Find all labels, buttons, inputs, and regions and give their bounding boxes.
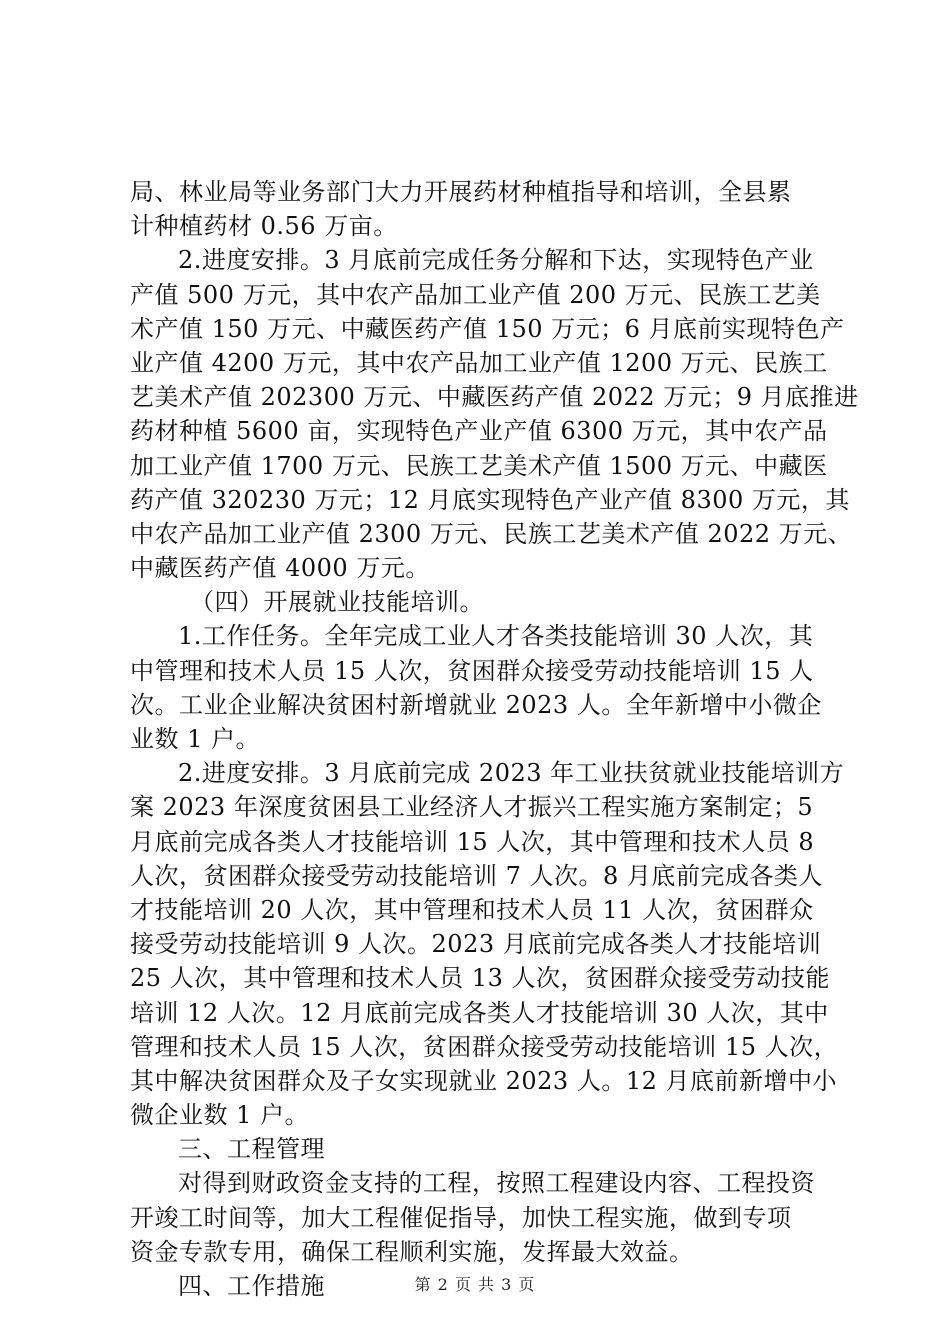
document-body bbox=[130, 175, 859, 1303]
text-line: 中农产品加工业产值 2300 万元、民族工艺美术产值 2022 万元、 bbox=[130, 519, 853, 548]
text-line: 加工业产值 1700 万元、民族工艺美术产值 1500 万元、中藏医 bbox=[130, 451, 828, 480]
text-line: 培训 12 人次。12 月底前完成各类人才技能培训 30 人次，其中 bbox=[130, 998, 829, 1027]
page-footer: 第 2 页 共 3 页 bbox=[414, 1275, 536, 1294]
text-line: 月底前完成各类人才技能培训 15 人次，其中管理和技术人员 8 bbox=[130, 827, 815, 856]
text-line: 人次，贫困群众接受劳动技能培训 7 人次。8 月底前完成各类人 bbox=[130, 861, 823, 890]
text-line: 药材种植 5600 亩，实现特色产业产值 6300 万元，其中农产品 bbox=[130, 417, 828, 446]
text-line: 术产值 150 万元、中藏医药产值 150 万元；6 月底前实现特色产 bbox=[130, 314, 845, 343]
text-line: 中藏医药产值 4000 万元。 bbox=[130, 554, 430, 583]
text-line: 对得到财政资金支持的工程，按照工程建设内容、工程投资 bbox=[178, 1169, 815, 1198]
text-line: 微企业数 1 户。 bbox=[130, 1101, 310, 1130]
text-line: 中管理和技术人员 15 人次，贫困群众接受劳动技能培训 15 人 bbox=[130, 656, 814, 685]
text-line: 接受劳动技能培训 9 人次。2023 月底前完成各类人才技能培训 bbox=[130, 930, 822, 959]
text-line: 开竣工时间等，加大工程催促指导，加快工程实施，做到专项 bbox=[130, 1203, 792, 1232]
text-line: 次。工业企业解决贫困村新增就业 2023 人。全年新增中小微企 bbox=[130, 690, 822, 719]
text-line: 局、林业局等业务部门大力开展药材种植指导和培训，全县累 bbox=[130, 178, 792, 206]
section-heading: （四）开展就业技能培训。 bbox=[190, 588, 484, 617]
text-line: 计种植药材 0.56 万亩。 bbox=[130, 212, 398, 241]
text-line: 管理和技术人员 15 人次，贫困群众接受劳动技能培训 15 人次， bbox=[130, 1032, 839, 1061]
text-line: 其中解决贫困群众及子女实现就业 2023 人。12 月底前新增中小 bbox=[130, 1066, 838, 1095]
text-line: 业数 1 户。 bbox=[130, 725, 261, 753]
section-heading: 四、工作措施 bbox=[178, 1272, 325, 1300]
text-line: 艺美术产值 202300 万元、中藏医药产值 2022 万元；9 月底推进 bbox=[130, 383, 859, 412]
text-line: 2.进度安排。3 月底前完成任务分解和下达，实现特色产业 bbox=[178, 246, 814, 275]
section-heading: 三、工程管理 bbox=[178, 1135, 325, 1164]
text-line: 资金专款专用，确保工程顺利实施，发挥最大效益。 bbox=[130, 1237, 694, 1266]
text-line: 才技能培训 20 人次，其中管理和技术人员 11 人次，贫困群众 bbox=[130, 895, 814, 924]
text-line: 25 人次，其中管理和技术人员 13 人次，贫困群众接受劳动技能 bbox=[130, 964, 830, 993]
text-line: 药产值 320230 万元；12 月底实现特色产业产值 8300 万元，其 bbox=[130, 485, 850, 514]
text-line: 产值 500 万元，其中农产品加工业产值 200 万元、民族工艺美 bbox=[130, 280, 821, 309]
text-line: 1.工作任务。全年完成工业人才各类技能培训 30 人次，其 bbox=[178, 622, 814, 651]
text-line: 业产值 4200 万元，其中农产品加工业产值 1200 万元、民族工 bbox=[130, 348, 828, 377]
text-line: 2.进度安排。3 月底前完成 2023 年工业扶贫就业技能培训方 bbox=[178, 759, 845, 788]
text-line: 案 2023 年深度贫困县工业经济人才振兴工程实施方案制定；5 bbox=[130, 793, 814, 822]
